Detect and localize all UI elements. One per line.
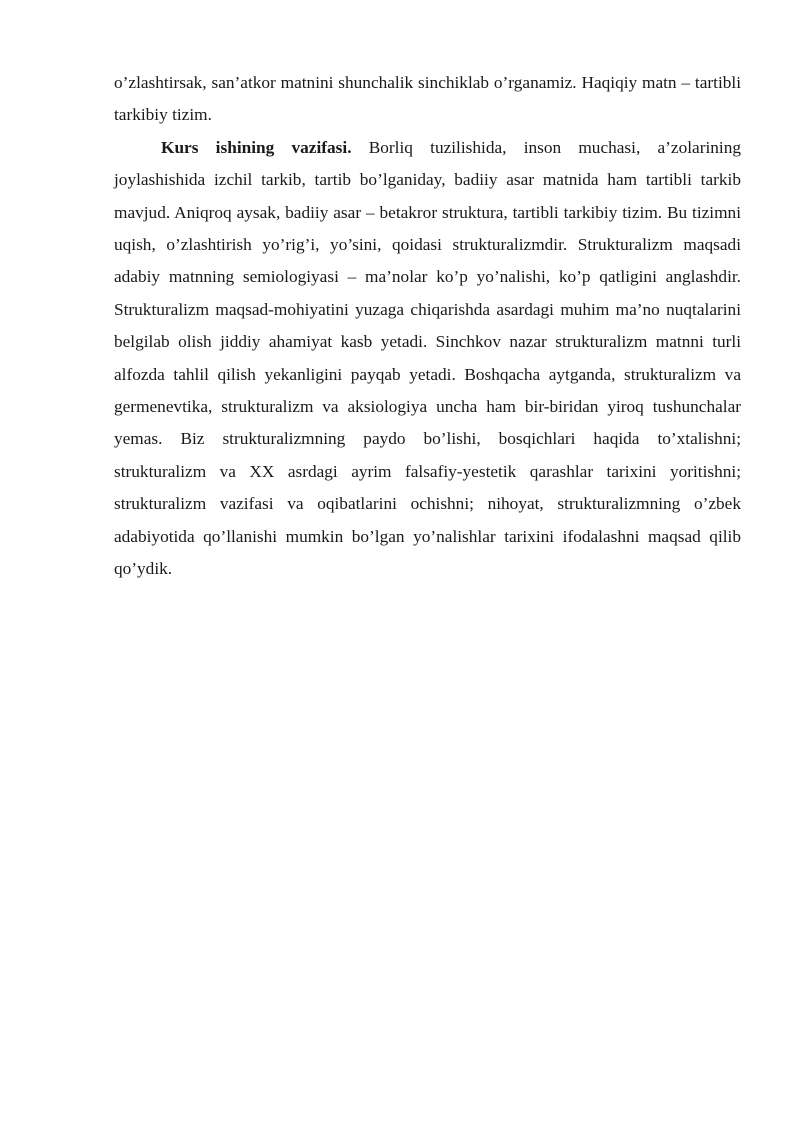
section-heading: Kurs ishining vazifasi. (161, 137, 352, 157)
paragraph-task (114, 132, 741, 586)
document-page (114, 67, 741, 586)
paragraph-continuation: o’zlashtirsak, san’atkor matnini shunchalik sinchiklab o’rganamiz. Haqiqiy matn – tartibli tarkibiy tizim. (114, 73, 741, 125)
paragraph-body: Borliq tuzilishida, inson muchasi, a’zolarining joylashishida izchil tarkib, tartib bo’lganiday, badiiy asar matnida ham tartibli tarkib mavjud. Aniqroq aysak, badiiy asar – betakror struktura, tartibli tarkibiy tizim. Bu tizimni uqish, o’zlashtirish yo’rig’i, yo’sini, qoidasi strukturalizmdir. Strukturalizm maqsadi adabiy matnning semiologiyasi – ma’nolar ko’p yo’nalishi, ko’p qatligini anglashdir. Strukturalizm maqsad-mohiyatini yuzaga chiqarishda asardagi muhim ma’no nuqtalarini belgilab olish jiddiy ahamiyat kasb yetadi. Sinchkov nazar strukturalizm matnni turli alfozda tahlil qilish yekanligini payqab yetadi. Boshqacha aytganda, strukturalizm va germenevtika, strukturalizm va aksiologiya uncha ham bir-biridan yiroq tushunchalar yemas. Biz strukturalizmning paydo bo’lishi, bosqichlari haqida to’xtalishni; strukturalizm va XX asrdagi ayrim falsafiy-yestetik qarashlar tarixini yoritishni; strukturalizm vazifasi va oqibatlarini ochishni; nihoyat, strukturalizmning o’zbek adabiyotida qo’llanishi mumkin bo’lgan yo’nalishlar tarixini ifodalashni maqsad qilib qo’ydik. (114, 137, 741, 579)
